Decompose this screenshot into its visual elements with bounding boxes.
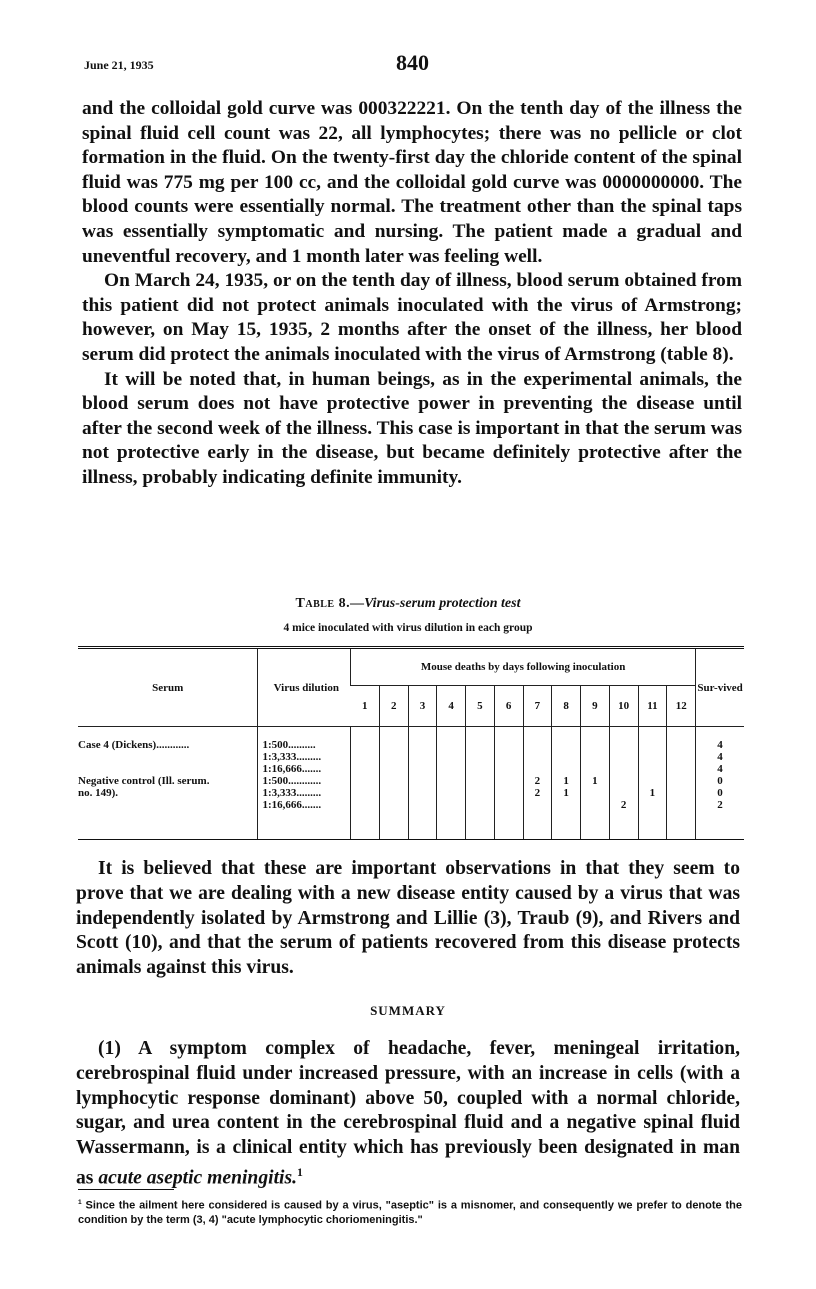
day-header-8: 8 xyxy=(552,686,581,727)
death-count: 2 xyxy=(534,775,541,787)
day-cell-7 xyxy=(523,727,552,840)
body-text-middle xyxy=(76,857,740,981)
death-count xyxy=(667,799,695,811)
death-count xyxy=(495,739,523,751)
day-cell-1 xyxy=(351,727,380,840)
table-subtitle: 4 mice inoculated with virus dilution in each group xyxy=(283,622,533,634)
death-count xyxy=(524,799,552,811)
day-cell-2 xyxy=(379,727,408,840)
footnote-text: Since the ailment here considered is caused by a virus, "aseptic" is a misnomer, and consequently we prefer to denote the condition by the term (3, 4) "acute lymphocytic choriomeningitis." xyxy=(78,1199,742,1226)
day-header-3: 3 xyxy=(408,686,437,727)
table-row xyxy=(78,727,744,840)
death-count xyxy=(351,787,379,799)
death-count xyxy=(667,763,695,775)
death-count: 1 xyxy=(563,775,569,787)
death-count xyxy=(495,763,523,775)
survived-count: 4 xyxy=(717,751,723,763)
death-count xyxy=(495,775,523,787)
day-header-5: 5 xyxy=(466,686,495,727)
death-count xyxy=(409,787,437,799)
survived-count: 4 xyxy=(717,763,723,775)
summary-body xyxy=(76,1037,740,1191)
serum-line: Case 4 (Dickens)............ xyxy=(78,739,190,751)
serum-line xyxy=(78,751,257,763)
death-count xyxy=(581,787,609,799)
death-count xyxy=(437,739,465,751)
day-cell-8 xyxy=(552,727,581,840)
dilution-line: 1:16,666....... xyxy=(262,763,322,775)
death-count xyxy=(667,751,695,763)
death-count xyxy=(610,739,638,751)
footnote-mark: 1 xyxy=(78,1199,82,1206)
day-cell-6 xyxy=(494,727,523,840)
death-count xyxy=(581,739,609,751)
day-header-7: 7 xyxy=(523,686,552,727)
serum-cell xyxy=(78,727,258,840)
paragraph-serum-protection: On March 24, 1935, or on the tenth day of illness, blood serum obtained from this patient did not protect animals inoculated with the virus of Armstrong; however, on May 15, 1935, 2 months after the onset of the illness, her blood serum did protect the animals inoculated with the virus of Armstrong (table 8). xyxy=(82,270,742,365)
day-cell-5 xyxy=(466,727,495,840)
table-title xyxy=(0,596,816,612)
footnote-ref: 1 xyxy=(296,1165,303,1179)
day-header-12: 12 xyxy=(667,686,696,727)
death-count: 1 xyxy=(563,787,569,799)
death-count xyxy=(351,751,379,763)
day-header-9: 9 xyxy=(580,686,609,727)
death-count xyxy=(524,739,552,751)
dilution-line: 1:3,333......... xyxy=(262,787,322,799)
day-header-11: 11 xyxy=(638,686,667,727)
death-count xyxy=(495,799,523,811)
death-count xyxy=(466,799,494,811)
death-count xyxy=(552,763,580,775)
death-count: 1 xyxy=(592,775,598,787)
death-count xyxy=(610,787,638,799)
death-count xyxy=(610,763,638,775)
paragraph-continued: and the colloidal gold curve was 000322221. On the tenth day of the illness the spinal fluid cell count was 22, all lymphocytes; there was no pellicle or clot formation in the fluid. On the twenty-first day the chloride content of the spinal fluid was 775 mg per 100 cc, and the colloidal gold curve was 0000000000. The blood counts were essentially normal. The treatment other than the spinal taps was essentially symptomatic and nursing. The patient made a gradual and uneventful recovery, and 1 month later was feeling well. xyxy=(82,98,742,267)
death-count xyxy=(495,787,523,799)
day-cell-3 xyxy=(408,727,437,840)
death-count xyxy=(351,799,379,811)
death-count xyxy=(437,787,465,799)
header-survived: Sur-vived xyxy=(696,648,744,727)
death-count xyxy=(466,739,494,751)
death-count xyxy=(409,775,437,787)
death-count xyxy=(466,763,494,775)
death-count xyxy=(351,775,379,787)
day-header-2: 2 xyxy=(379,686,408,727)
serum-line xyxy=(78,763,257,775)
death-count xyxy=(380,739,408,751)
death-count xyxy=(639,751,667,763)
death-count xyxy=(639,775,667,787)
death-count xyxy=(409,763,437,775)
header-virus-dilution: Virus dilution xyxy=(258,648,351,727)
table-caption: —Virus-serum protection test xyxy=(350,596,521,611)
death-count xyxy=(437,763,465,775)
serum-line: Negative control (Ill. serum. xyxy=(78,775,210,787)
death-count xyxy=(552,739,580,751)
death-count xyxy=(581,751,609,763)
survived-cell xyxy=(696,727,744,840)
day-cell-11 xyxy=(638,727,667,840)
serum-lines xyxy=(78,739,257,799)
dilution-cell xyxy=(258,727,351,840)
death-count xyxy=(552,799,580,811)
death-count xyxy=(581,763,609,775)
death-count xyxy=(380,751,408,763)
death-count xyxy=(380,799,408,811)
death-count xyxy=(380,775,408,787)
death-count xyxy=(409,799,437,811)
serum-line: no. 149). xyxy=(78,787,119,799)
death-count xyxy=(581,799,609,811)
virus-serum-table xyxy=(78,646,744,840)
body-text-top xyxy=(82,97,742,491)
summary-item-1 xyxy=(76,1037,740,1191)
day-cell-10 xyxy=(609,727,638,840)
dilution-lines xyxy=(262,739,350,811)
death-count xyxy=(610,775,638,787)
survived-count: 0 xyxy=(717,787,723,799)
death-count xyxy=(466,787,494,799)
death-count xyxy=(409,739,437,751)
survived-count: 4 xyxy=(717,739,723,751)
death-count xyxy=(466,751,494,763)
footnote xyxy=(78,1196,742,1227)
death-count xyxy=(409,751,437,763)
paragraph-conclusion: It is believed that these are important observations in that they seem to prove that we are dealing with a new disease entity caused by a virus that was independently isolated by Armstrong and Lillie (3), Traub (9), and Rivers and Scott (10), and that the serum of patients recovered from this disease protects animals against this virus. xyxy=(76,858,740,979)
death-count: 2 xyxy=(534,787,541,799)
death-count xyxy=(351,763,379,775)
issue-date: June 21, 1935 xyxy=(84,58,154,72)
death-count: 1 xyxy=(649,787,656,799)
day-cell-12 xyxy=(667,727,696,840)
summary-item-emphasis: acute aseptic meningitis. xyxy=(98,1167,297,1189)
death-count xyxy=(466,775,494,787)
death-count xyxy=(552,751,580,763)
death-count xyxy=(437,775,465,787)
header-mouse-deaths: Mouse deaths by days following inoculation xyxy=(351,648,696,686)
day-header-6: 6 xyxy=(494,686,523,727)
day-cell-4 xyxy=(437,727,466,840)
death-count xyxy=(639,763,667,775)
dilution-line: 1:3,333......... xyxy=(262,751,322,763)
death-count xyxy=(380,763,408,775)
day-header-4: 4 xyxy=(437,686,466,727)
table-label: Table 8. xyxy=(295,596,351,611)
page-header xyxy=(84,50,744,80)
death-count xyxy=(524,763,552,775)
death-count xyxy=(667,787,695,799)
death-count xyxy=(639,739,667,751)
death-count xyxy=(437,799,465,811)
death-count xyxy=(351,739,379,751)
death-count xyxy=(667,775,695,787)
death-count xyxy=(610,751,638,763)
death-count xyxy=(380,787,408,799)
death-count xyxy=(667,739,695,751)
death-count xyxy=(495,751,523,763)
page-number: 840 xyxy=(396,50,429,75)
day-cell-9 xyxy=(580,727,609,840)
paragraph-immunity: It will be noted that, in human beings, as in the experimental animals, the blood serum does not have protective power in preventing the disease until after the second week of the illness. This case is important in that the serum was not protective early in the disease, but became definitely protective after the illness, probably indicating definite immunity. xyxy=(82,368,742,488)
dilution-line: 1:500............ xyxy=(262,775,322,787)
day-header-1: 1 xyxy=(351,686,380,727)
dilution-line: 1:16,666....... xyxy=(262,799,322,811)
survived-count: 0 xyxy=(717,775,723,787)
survived-count: 2 xyxy=(717,799,723,811)
summary-item-text: (1) A symptom complex of headache, fever, meningeal irritation, cerebrospinal fluid under increased pressure, with an increase in cells (with a lymphocytic response dominant) above 50, coupled with a normal chloride, sugar, and urea content in the cerebrospinal fluid and a negative spinal fluid Wassermann, is a clinical entity which has previously been designated in man as xyxy=(76,1038,740,1189)
dilution-line: 1:500.......... xyxy=(262,739,316,751)
death-count xyxy=(437,751,465,763)
death-count xyxy=(524,751,552,763)
summary-heading: SUMMARY xyxy=(370,1003,446,1018)
death-count xyxy=(639,799,667,811)
day-header-10: 10 xyxy=(609,686,638,727)
death-count: 2 xyxy=(620,799,627,811)
footnote-rule xyxy=(78,1189,174,1190)
header-serum: Serum xyxy=(78,648,258,727)
